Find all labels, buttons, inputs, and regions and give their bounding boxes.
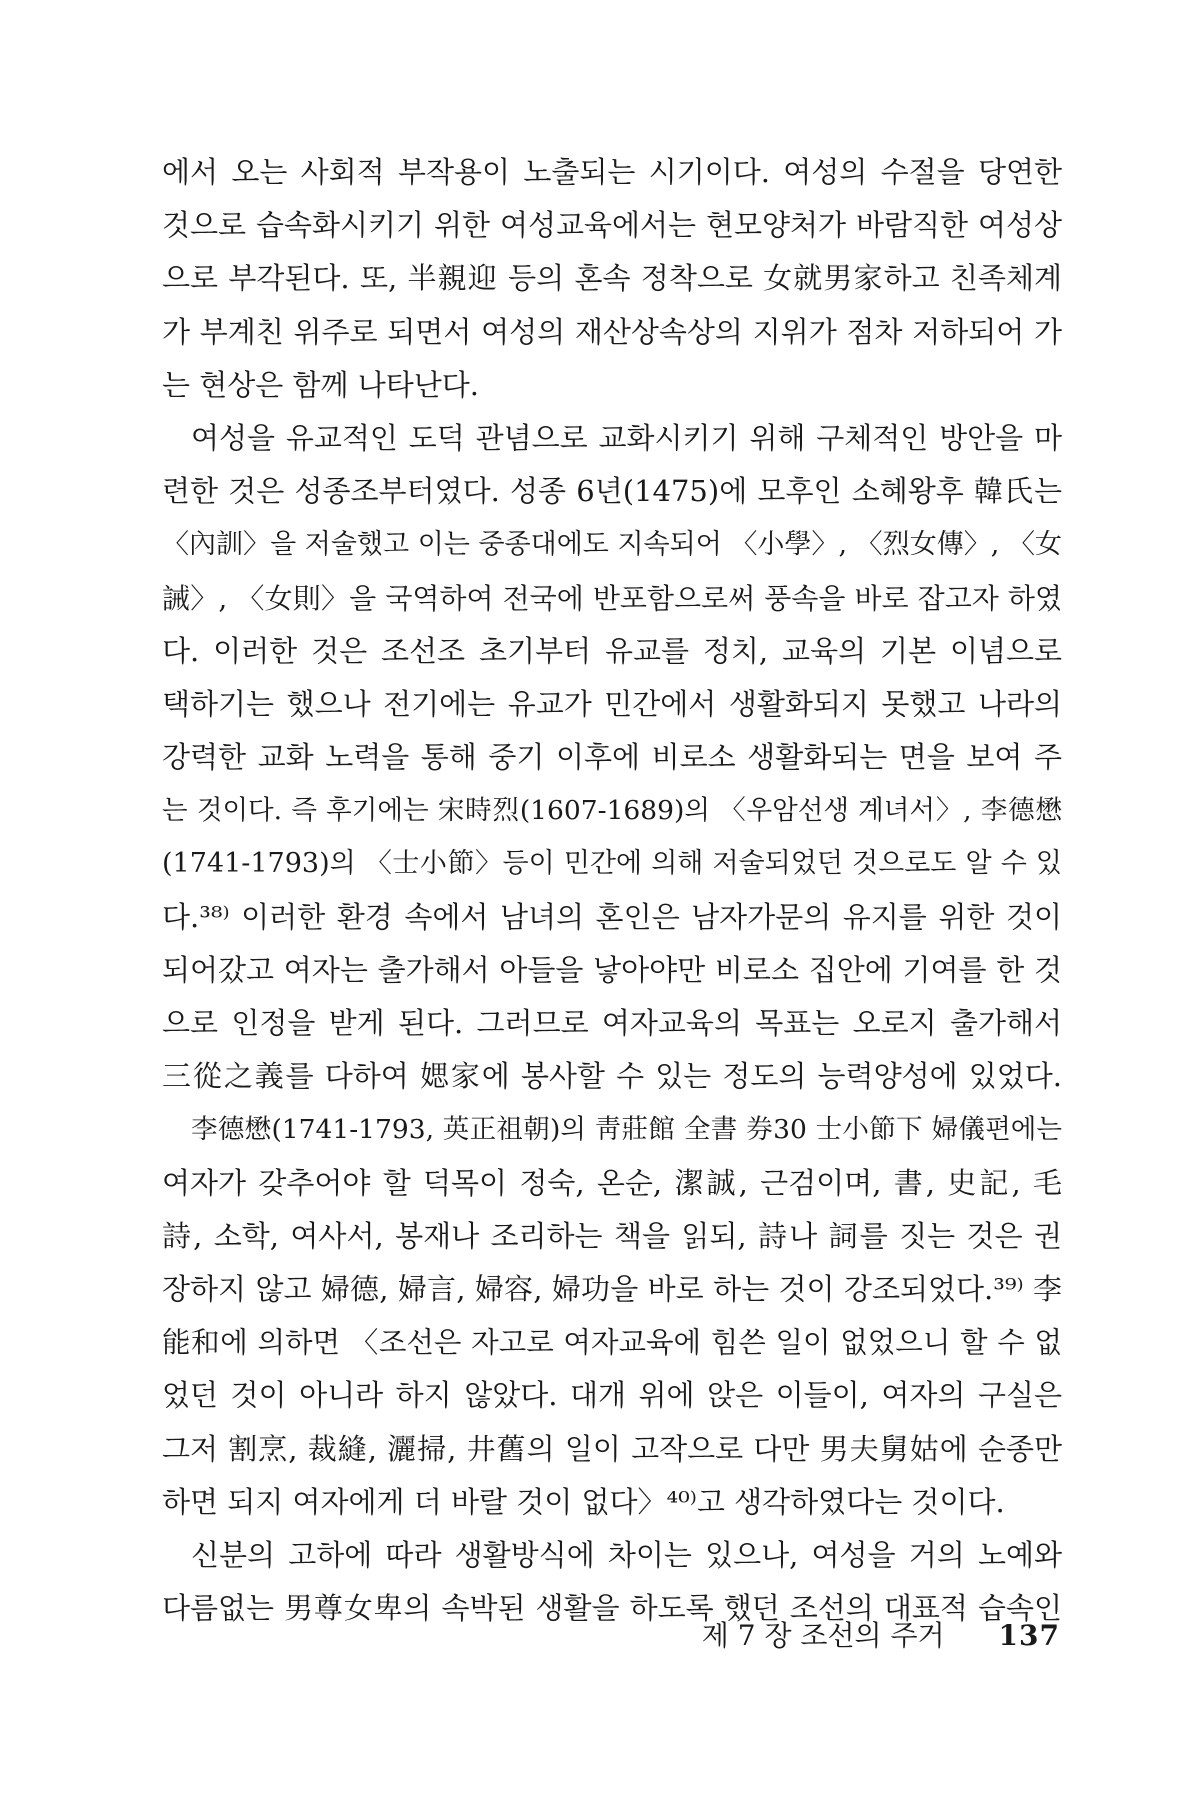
text-line: 련한 것은 성종조부터였다. 성종 6년(1475)에 모후인 소혜왕후 韓氏는 <box>162 474 1062 509</box>
text-line: 다.³⁸⁾ 이러한 환경 속에서 남녀의 혼인은 남자가문의 유지를 위한 것이 <box>162 899 1062 934</box>
page-footer <box>702 1616 1060 1656</box>
text-line: 되어갔고 여자는 출가해서 아들을 낳아야만 비로소 집안에 기여를 한 것 <box>162 952 1062 987</box>
body-text <box>162 146 1062 1635</box>
text-line: 에서 오는 사회적 부작용이 노출되는 시기이다. 여성의 수절을 당연한 <box>162 155 1062 189</box>
text-line: 여자가 갖추어야 할 덕목이 정숙, 온순, 潔誠, 근검이며, 書, 史記, 毛 <box>162 1165 1062 1200</box>
text-line: 었던 것이 아니라 하지 않았다. 대개 위에 앉은 이들이, 여자의 구실은 <box>162 1378 1062 1413</box>
text-line: 택하기는 했으나 전기에는 유교가 민간에서 생활화되지 못했고 나라의 <box>162 686 1062 721</box>
text-line: 가 부계친 위주로 되면서 여성의 재산상속상의 지위가 점차 저하되어 가 <box>162 314 1062 349</box>
text-line: 誡〉, 〈女則〉을 국역하여 전국에 반포함으로써 풍속을 바로 잡고자 하였 <box>162 581 1062 615</box>
text-line: 李德懋(1741-1793, 英正祖朝)의 靑莊館 全書 券30 士小節下 婦儀편에는 <box>191 1114 1062 1146</box>
text-line: 강력한 교화 노력을 통해 중기 이후에 비로소 생활화되는 면을 보여 주 <box>162 740 1062 775</box>
text-line: 三從之義를 다하여 媤家에 봉사할 수 있는 정도의 능력양성에 있었다. <box>162 1059 1062 1094</box>
text-line: 것으로 습속화시키기 위한 여성교육에서는 현모양처가 바람직한 여성상 <box>162 208 1062 243</box>
text-line: 으로 인정을 받게 된다. 그러므로 여자교육의 목표는 오로지 출가해서 <box>162 1006 1062 1040</box>
text-line: 으로 부각된다. 또, 半親迎 등의 혼속 정착으로 女就男家하고 친족체계 <box>162 261 1062 296</box>
text-line: (1741-1793)의 〈士小節〉등이 민간에 의해 저술되었던 것으로도 알 수 있 <box>162 848 1062 880</box>
text-line: 는 것이다. 즉 후기에는 宋時烈(1607-1689)의 〈우암선생 계녀서〉, 李德懋 <box>162 795 1062 827</box>
running-footer-chapter: 제 7 장 조선의 주거 <box>701 1619 945 1652</box>
text-line: 그저 割烹, 裁縫, 灑掃, 井舊의 일이 고작으로 다만 男夫舅姑에 순종만 <box>162 1431 1062 1466</box>
text-line: 장하지 않고 婦德, 婦言, 婦容, 婦功을 바로 하는 것이 강조되었다.³⁹⁾ 李 <box>162 1271 1062 1306</box>
page-number: 137 <box>998 1619 1060 1652</box>
text-line: 는 현상은 함께 나타난다. <box>162 367 480 402</box>
text-line: 詩, 소학, 여사서, 봉재나 조리하는 책을 읽되, 詩나 詞를 짓는 것은 권 <box>162 1218 1062 1253</box>
text-line: 다. 이러한 것은 조선조 초기부터 유교를 정치, 교육의 기본 이념으로 <box>162 633 1062 668</box>
text-line: 여성을 유교적인 도덕 관념으로 교화시키기 위해 구체적인 방안을 마 <box>191 420 1062 455</box>
text-line: 하면 되지 여자에게 더 바랄 것이 없다〉⁴⁰⁾고 생각하였다는 것이다. <box>162 1484 1005 1519</box>
text-line: 〈內訓〉을 저술했고 이는 중종대에도 지속되어 〈小學〉, 〈烈女傳〉, 〈女 <box>162 529 1062 561</box>
text-line: 能和에 의하면 〈조선은 자고로 여자교육에 힘쓴 일이 없었으니 할 수 없 <box>162 1326 1062 1360</box>
text-line: 신분의 고하에 따라 생활방식에 차이는 있으나, 여성을 거의 노예와 <box>191 1537 1062 1572</box>
text-line: 다름없는 男尊女卑의 속박된 생활을 하도록 했던 조선의 대표적 습속인 <box>162 1591 1062 1626</box>
